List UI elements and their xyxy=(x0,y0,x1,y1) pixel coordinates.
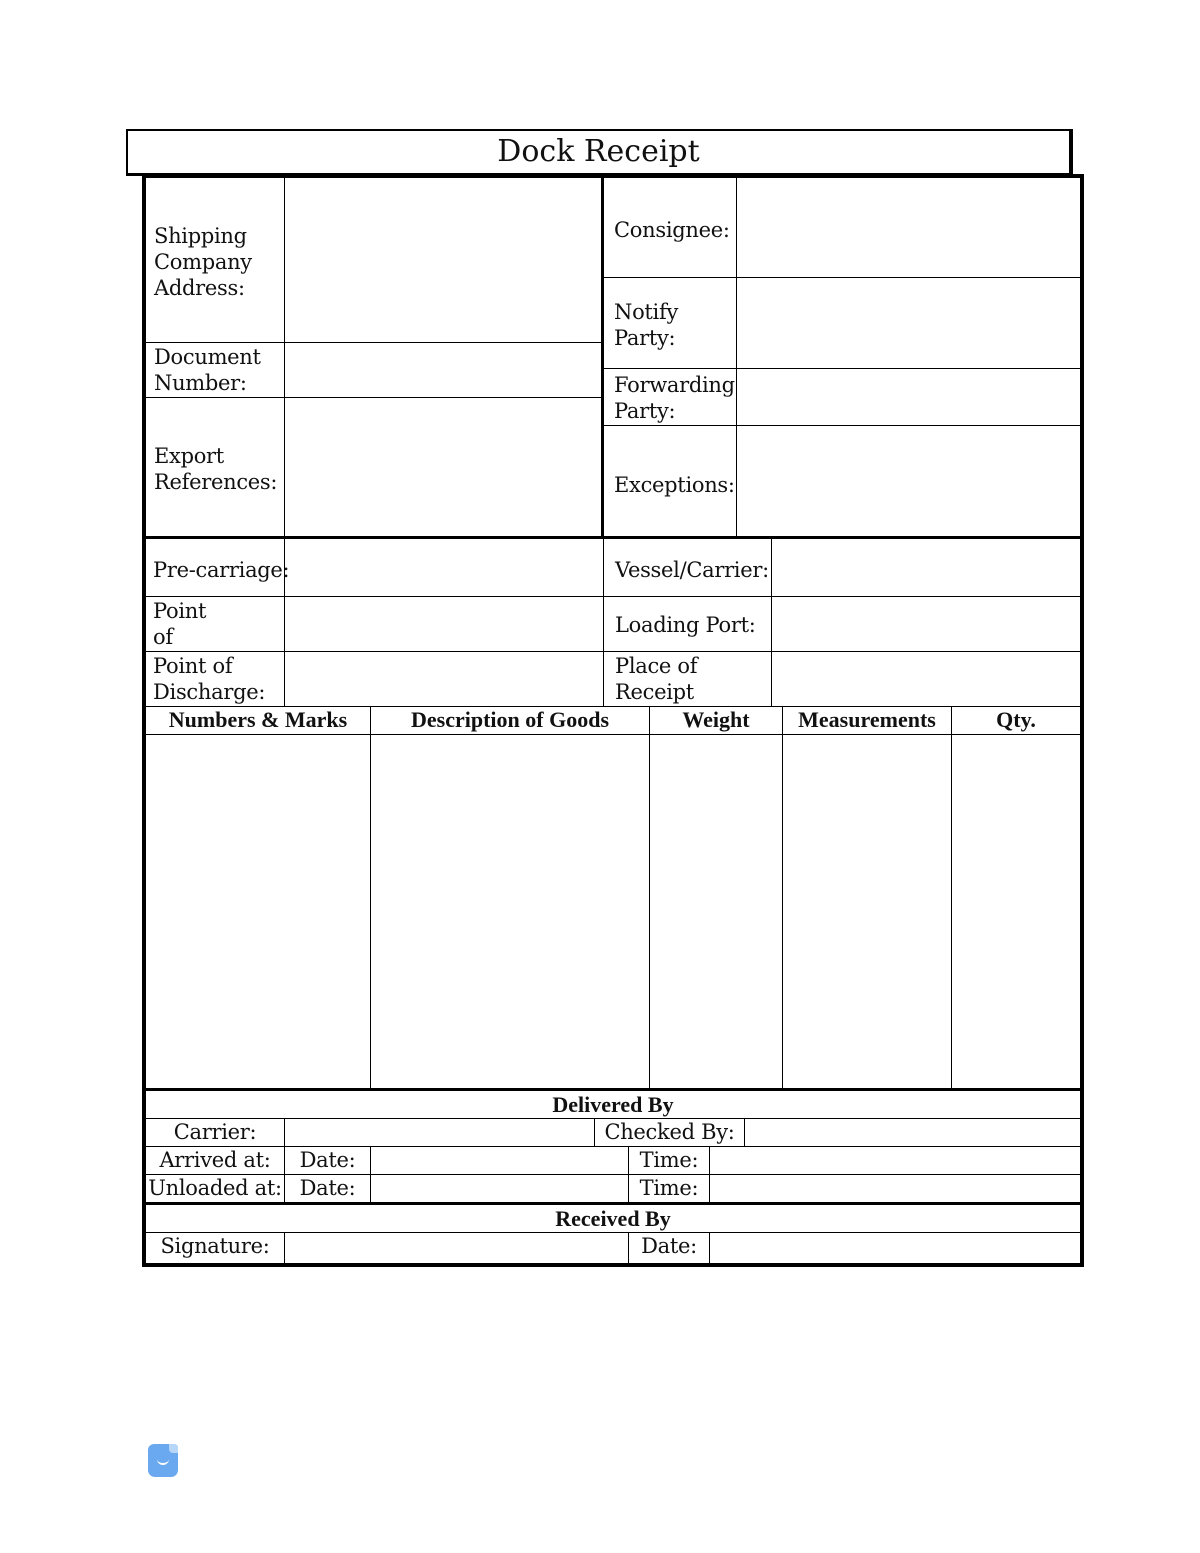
transport-right-label-line xyxy=(771,539,772,706)
point-of-label: Point of xyxy=(153,599,207,649)
weight-column-field[interactable] xyxy=(651,736,781,1087)
goods-header-description: Description of Goods xyxy=(411,707,609,732)
point-of-field[interactable] xyxy=(286,598,602,650)
rule xyxy=(604,425,1080,426)
top-section-bottom-rule xyxy=(146,536,1080,539)
top-right-column-line xyxy=(736,178,737,538)
notify-party-field[interactable] xyxy=(738,279,1079,367)
document-number-field[interactable] xyxy=(286,344,600,396)
rule xyxy=(744,1118,745,1146)
notify-party-label: Notify Party: xyxy=(614,300,679,350)
signature-field[interactable] xyxy=(286,1234,627,1262)
arrived-time-field[interactable] xyxy=(711,1148,1079,1173)
received-date-field[interactable] xyxy=(711,1234,1079,1262)
signature-label: Signature: xyxy=(160,1234,270,1258)
arrived-at-label: Arrived at: xyxy=(159,1148,271,1172)
top-section-divider xyxy=(601,178,604,538)
received-date-label: Date: xyxy=(641,1234,697,1258)
rule xyxy=(146,1232,1080,1233)
unloaded-time-field[interactable] xyxy=(711,1176,1079,1201)
rule xyxy=(709,1232,710,1263)
rule xyxy=(951,706,952,1090)
exceptions-label: Exceptions: xyxy=(614,473,735,497)
arrived-date-label: Date: xyxy=(299,1148,356,1172)
pre-carriage-label: Pre-carriage: xyxy=(153,558,290,582)
vessel-carrier-field[interactable] xyxy=(773,541,1079,595)
loading-port-label: Loading Port: xyxy=(615,613,756,637)
goods-table-bottom-rule xyxy=(146,1088,1080,1091)
rule xyxy=(604,277,1080,278)
arrived-date-field[interactable] xyxy=(372,1148,627,1173)
unloaded-date-label: Date: xyxy=(299,1176,356,1200)
measurements-column-field[interactable] xyxy=(784,736,950,1087)
goods-header-measurements: Measurements xyxy=(798,707,936,732)
rule xyxy=(649,706,650,1090)
point-of-discharge-label: Point of Discharge: xyxy=(153,654,266,704)
checked-by-label: Checked By: xyxy=(604,1120,735,1144)
shipping-company-address-label: Shipping Company Address: xyxy=(154,224,252,300)
rule xyxy=(604,368,1080,369)
rule xyxy=(284,1232,285,1263)
received-by-heading: Received By xyxy=(555,1206,671,1231)
forwarding-party-label: Forwarding Party: xyxy=(614,373,735,423)
arrived-time-label: Time: xyxy=(639,1148,699,1172)
rule xyxy=(146,342,601,343)
point-of-discharge-field[interactable] xyxy=(286,653,602,705)
consignee-label: Consignee: xyxy=(614,218,730,242)
app-logo-icon xyxy=(148,1444,178,1477)
rule xyxy=(709,1146,710,1202)
rule xyxy=(146,734,1080,735)
consignee-field[interactable] xyxy=(738,180,1079,276)
rule xyxy=(146,596,1080,597)
export-references-label: Export References: xyxy=(154,444,278,494)
transport-divider xyxy=(603,539,604,706)
vessel-carrier-label: Vessel/Carrier: xyxy=(615,558,769,582)
rule xyxy=(782,706,783,1090)
unloaded-time-label: Time: xyxy=(639,1176,699,1200)
delivered-by-heading: Delivered By xyxy=(552,1092,674,1117)
place-of-receipt-field[interactable] xyxy=(773,653,1079,705)
checked-by-field[interactable] xyxy=(746,1120,1079,1145)
carrier-field[interactable] xyxy=(286,1120,593,1145)
rule xyxy=(146,651,1080,652)
unloaded-date-field[interactable] xyxy=(372,1176,627,1201)
numbers-marks-column-field[interactable] xyxy=(147,736,369,1087)
exceptions-field[interactable] xyxy=(738,427,1079,535)
goods-header-qty: Qty. xyxy=(996,707,1036,732)
rule xyxy=(370,706,371,1090)
loading-port-field[interactable] xyxy=(773,598,1079,650)
rule xyxy=(370,1146,371,1202)
goods-header-weight: Weight xyxy=(682,707,750,732)
goods-header-numbers-marks: Numbers & Marks xyxy=(168,707,348,732)
shipping-company-address-field[interactable] xyxy=(286,180,600,341)
carrier-label: Carrier: xyxy=(173,1120,257,1144)
export-references-field[interactable] xyxy=(286,399,600,535)
document-title: Dock Receipt xyxy=(126,129,1073,176)
qty-column-field[interactable] xyxy=(953,736,1079,1087)
rule xyxy=(146,397,601,398)
place-of-receipt-label: Place of Receipt xyxy=(615,654,698,704)
top-left-column-line xyxy=(284,178,285,538)
delivered-by-bottom-rule xyxy=(146,1202,1080,1205)
forwarding-party-field[interactable] xyxy=(738,370,1079,424)
description-column-field[interactable] xyxy=(372,736,648,1087)
document-number-label: Document Number: xyxy=(154,345,261,395)
unloaded-at-label: Unloaded at: xyxy=(148,1176,282,1200)
pre-carriage-field[interactable] xyxy=(286,541,602,595)
